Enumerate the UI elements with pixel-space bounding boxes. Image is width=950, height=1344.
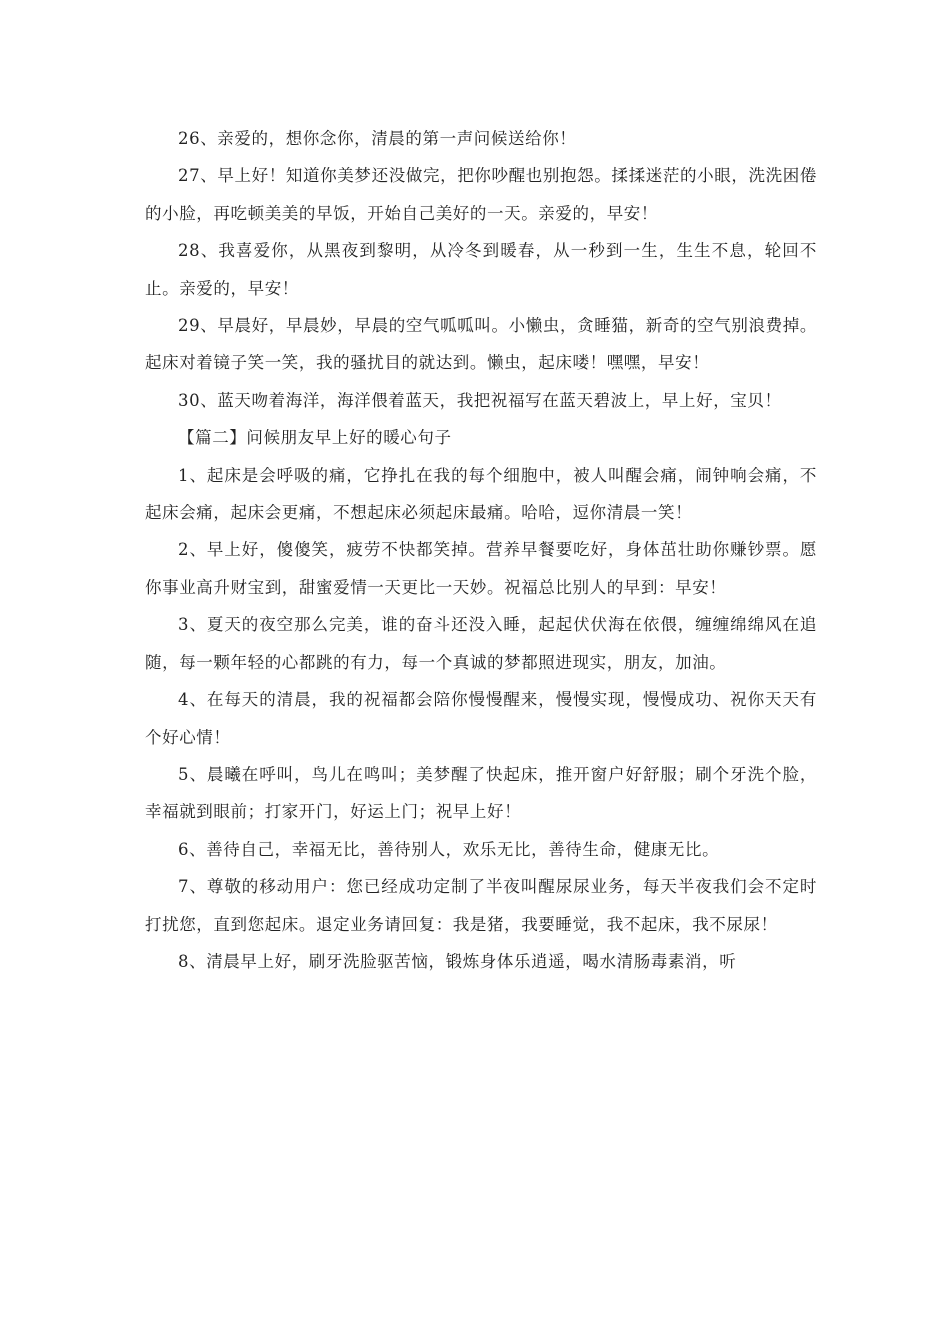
paragraph-2: 2、早上好，傻傻笑，疲劳不快都笑掉。营养早餐要吃好，身体茁壮助你赚钞票。愿你事业高升财宝到，甜蜜爱情一天更比一天妙。祝福总比别人的早到：早安！: [145, 540, 817, 597]
paragraph-7: 7、尊敬的移动用户：您已经成功定制了半夜叫醒尿尿业务，每天半夜我们会不定时打扰您，直到您起床。退定业务请回复：我是猪，我要睡觉，我不起床，我不尿尿！: [145, 877, 817, 934]
paragraph-5: 5、晨曦在呼叫，鸟儿在鸣叫；美梦醒了快起床，推开窗户好舒服；刷个牙洗个脸，幸福就到眼前；打家开门，好运上门；祝早上好！: [145, 764, 817, 822]
section-title: 【篇二】问候朋友早上好的暖心句子: [178, 428, 452, 448]
paragraph-1: 1、起床是会呼吸的痛，它挣扎在我的每个细胞中，被人叫醒会痛，闹钟响会痛，不起床会痛，起床会更痛，不想起床必须起床最痛。哈哈，逗你清晨一笑！: [145, 465, 817, 523]
paragraph-4: 4、在每天的清晨，我的祝福都会陪你慢慢醒来，慢慢实现，慢慢成功、祝你天天有个好心情！: [145, 690, 817, 747]
paragraph-6: 6、善待自己，幸福无比，善待别人，欢乐无比，善待生命，健康无比。: [178, 839, 720, 859]
paragraph-8: 8、清晨早上好，刷牙洗脸驱苦恼，锻炼身体乐逍遥，喝水清肠毒素消，听: [178, 951, 737, 971]
paragraph-3: 3、夏天的夜空那么完美，谁的奋斗还没入睡，起起伏伏海在依偎，缠缠绵绵风在追随，每一颗年轻的心都跳的有力，每一个真诚的梦都照进现实，朋友，加油。: [145, 615, 817, 672]
paragraph-30: 30、蓝天吻着海洋，海洋偎着蓝天，我把祝福写在蓝天碧波上，早上好，宝贝！: [178, 390, 782, 410]
document-body: [145, 120, 817, 980]
paragraph-27: 27、早上好！知道你美梦还没做完，把你吵醒也别抱怨。揉揉迷茫的小眼，洗洗困倦的小脸，再吃顿美美的早饭，开始自己美好的一天。亲爱的，早安！: [145, 166, 817, 223]
paragraph-26: 26、亲爱的，想你念你，清晨的第一声问候送给你！: [178, 129, 577, 148]
paragraph-29: 29、早晨好，早晨妙，早晨的空气呱呱叫。小懒虫，贪睡猫，新奇的空气别浪费掉。起床对着镜子笑一笑，我的骚扰目的就达到。懒虫，起床喽！嘿嘿，早安！: [145, 316, 817, 373]
paragraph-28: 28、我喜爱你，从黑夜到黎明，从冷冬到暖春，从一秒到一生，生生不息，轮回不止。亲爱的，早安！: [145, 241, 817, 298]
